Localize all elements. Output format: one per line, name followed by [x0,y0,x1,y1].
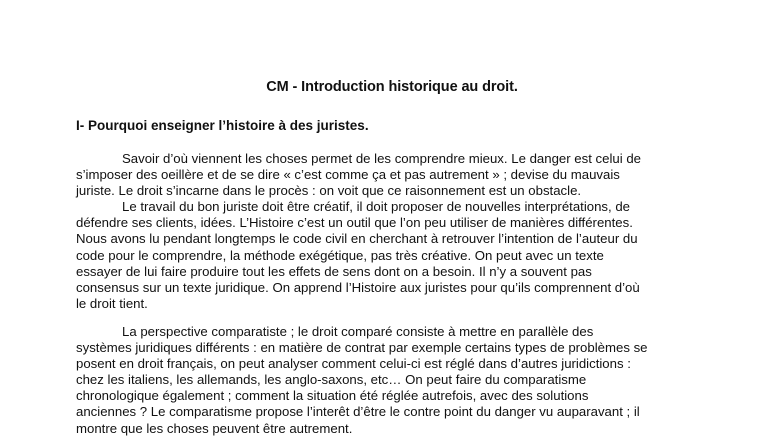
paragraph-line: anciennes ? Le comparatisme propose l’interêt d’être le contre point du danger vu auparavant ; il [76,404,640,420]
paragraph-line: posent en droit français, on peut analyser comment celui-ci est réglé dans d’autres juridictions : [76,356,631,372]
paragraph-line: code pour le comprendre, la méthode exégétique, pas très créative. On peut avec un texte [76,247,604,263]
paragraph-line: chronologique également ; comment la situation été réglée autrefois, avec des solutions [76,388,589,404]
paragraph-line: Nous avons lu pendant longtemps le code civil en cherchant à retrouver l’intention de l’auteur du [76,231,638,247]
paragraph-block-1 [76,151,716,312]
paragraph-line: chez les italiens, les allemands, les anglo-saxons, etc… On peut faire du comparatisme [76,372,587,388]
paragraph-line: défendre ses clients, idées. L’Histoire c’est un outil que l’on peu utiliser de manières différentes. [76,215,633,231]
paragraph-line: le droit tient. [76,295,148,311]
paragraph-line: essayer de lui faire produire tout les effets de sens dont on a besoin. Il n’y a souvent pas [76,263,592,279]
paragraph-line: La perspective comparatiste ; le droit comparé consiste à mettre en parallèle des [122,324,594,339]
paragraph-line: systèmes juridiques différents : en matière de contrat par exemple certains types de problèmes se [76,340,648,356]
section-heading: I- Pourquoi enseigner l’histoire à des juristes. [76,118,369,133]
paragraph-block-2 [76,324,716,437]
paragraph-line: montre que les choses peuvent être autrement. [76,420,353,436]
paragraph-line: juriste. Le droit s’incarne dans le procès : on voit que ce raisonnement est un obstacle. [76,183,582,199]
paragraph-line: s’imposer des oeillère et de se dire « c’est comme ça et pas autrement » ; devise du mauvais [76,167,620,183]
paragraph-line: consensus sur un texte juridique. On apprend l’Histoire aux juristes pour qu’ils comprennent d’où [76,279,640,295]
paragraph-line: Savoir d’où viennent les choses permet de les comprendre mieux. Le danger est celui de [122,151,642,166]
document-title: CM - Introduction historique au droit. [266,79,518,95]
paragraph-line: Le travail du bon juriste doit être créatif, il doit proposer de nouvelles interprétations, de [122,199,631,215]
